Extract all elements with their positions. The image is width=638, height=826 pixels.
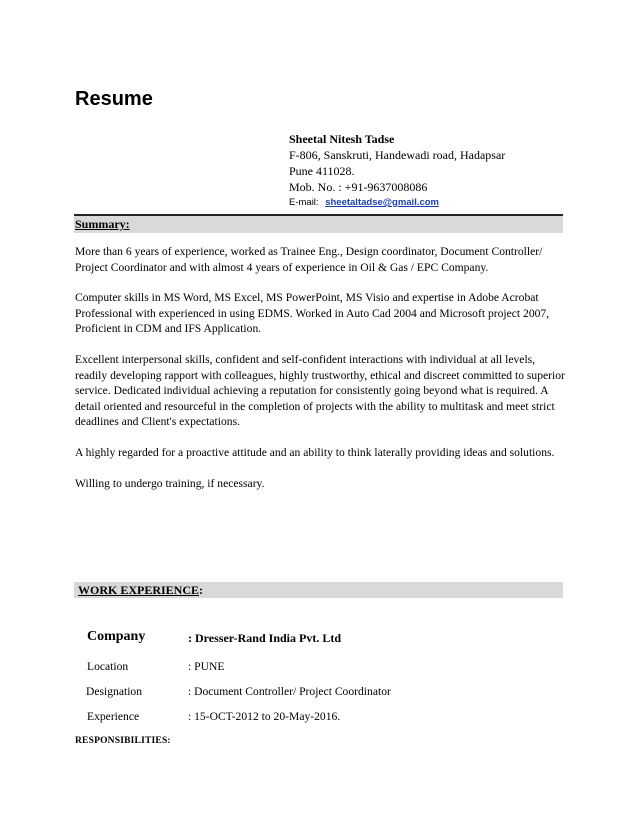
summary-paragraph: More than 6 years of experience, worked as Trainee Eng., Design coordinator, Document Controller/ Project Coordinator and with almost 4 years of experience in Oil & Gas / EPC Company. (75, 245, 543, 274)
email-link[interactable]: sheetaltadse@gmail.com (325, 197, 440, 208)
summary-paragraph: A highly regarded for a proactive attitude and an ability to think laterally providing ideas and solutions. (75, 445, 555, 459)
email-label: E-mail: (289, 197, 319, 208)
candidate-name: Sheetal Nitesh Tadse (289, 132, 395, 146)
designation-label: Designation (86, 685, 143, 698)
designation-value: : Document Controller/ Project Coordinator (188, 685, 391, 698)
work-experience-heading: WORK EXPERIENCE (78, 583, 200, 597)
summary-heading-bar (74, 214, 563, 233)
work-experience-colon: : (199, 583, 204, 597)
mobile-number: Mob. No. : +91-9637008086 (289, 180, 428, 194)
email-row (289, 195, 505, 211)
summary-paragraph: Computer skills in MS Word, MS Excel, MS PowerPoint, MS Visio and expertise in Adobe Acrobat Professional with experienced in using EDMS. Worked in Auto Cad 2004 and Microsoft project 2007, Proficient in CDM and IFS Application. (75, 291, 550, 336)
summary-paragraph: Excellent interpersonal skills, confident and self-confident interactions with individual at all levels, readily developing rapport with colleagues, highly trustworthy, ethical and discreet committed to superior service. Dedicated individual achieving a reputation for consistently going beyond what is required. A detail oriented and resourceful in the completion of projects with the ability to multitask and meet strict deadlines and Client's expectations. (75, 352, 565, 429)
page-title: Resume (75, 88, 153, 110)
company-label: Company (87, 629, 146, 644)
work-experience-heading-bar (74, 582, 563, 598)
experience-label: Experience (87, 710, 140, 723)
address-line-2: Pune 411028. (289, 164, 355, 178)
summary-body (75, 244, 565, 506)
contact-block (289, 131, 505, 211)
responsibilities-heading: RESPONSIBILITIES: (75, 736, 171, 746)
experience-value: : 15-OCT-2012 to 20-May-2016. (188, 710, 341, 723)
company-value: : Dresser-Rand India Pvt. Ltd (188, 631, 342, 645)
location-label: Location (87, 660, 129, 673)
summary-heading: Summary: (75, 217, 130, 231)
summary-paragraph: Willing to undergo training, if necessary. (75, 476, 265, 490)
location-value: : PUNE (188, 660, 225, 673)
address-line-1: F-806, Sanskruti, Handewadi road, Hadapsar (289, 148, 506, 162)
